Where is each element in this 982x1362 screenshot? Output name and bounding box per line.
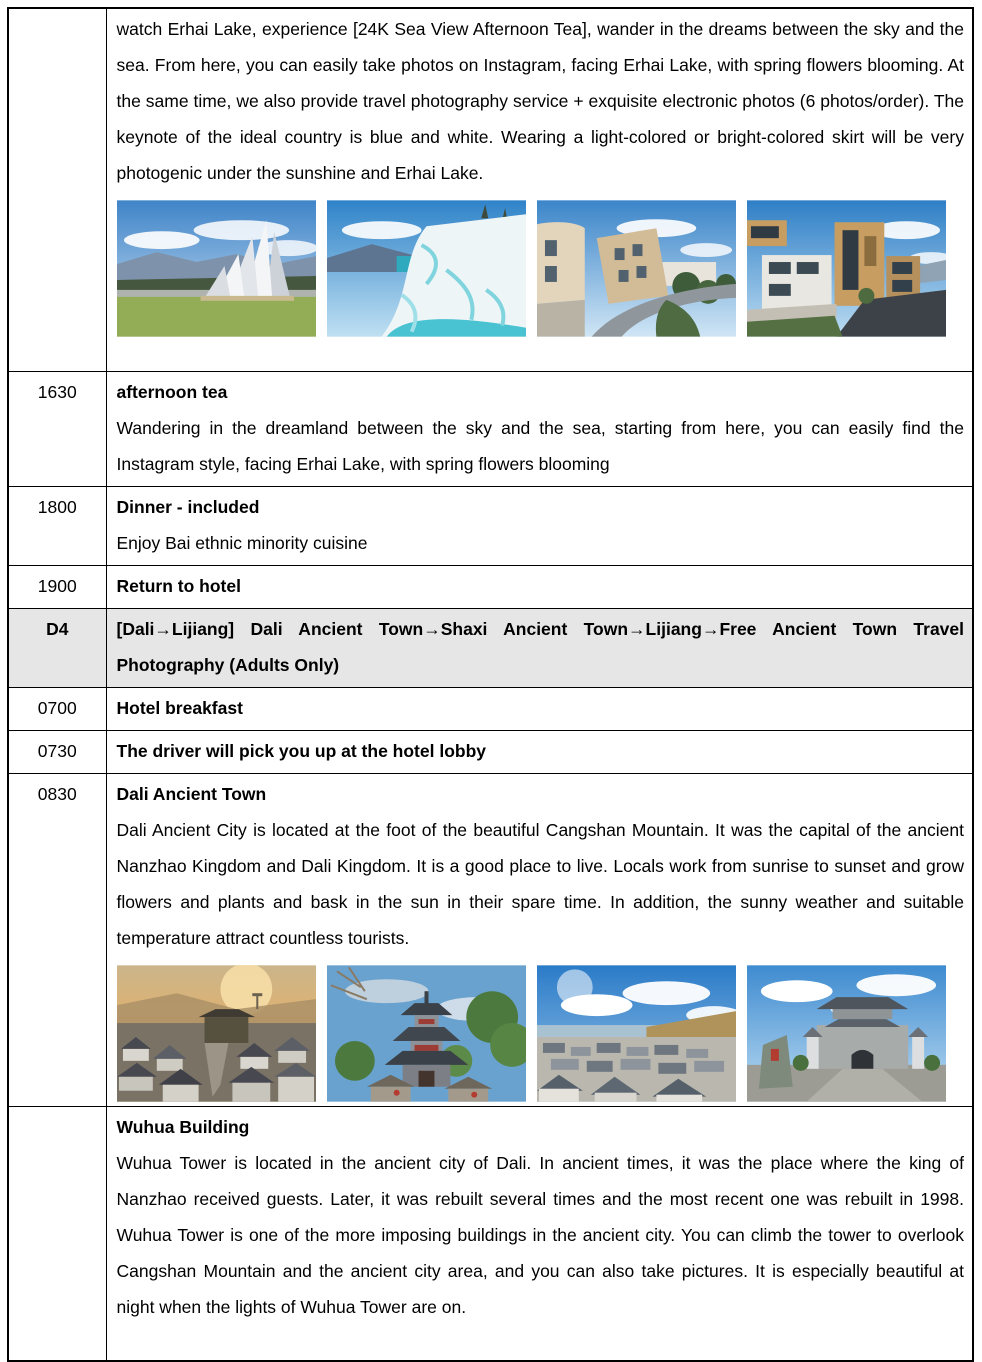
itinerary-table <box>7 7 974 1362</box>
time-cell: 0700 <box>8 687 106 730</box>
item-title: afternoon tea <box>116 381 228 402</box>
time-cell: 1900 <box>8 565 106 608</box>
photo-strip-erhai-resort <box>117 200 965 337</box>
time-cell: 0830 <box>8 773 106 1106</box>
photo-strip-dali-town <box>117 965 965 1102</box>
item-description: Wandering in the dreamland between the sky and the sea, starting from here, you can easily find the Instagram style, facing Erhai Lake, with spring flowers blooming <box>116 417 964 474</box>
time-cell: 0730 <box>8 730 106 773</box>
photo-dali-sunset-rooftops <box>117 965 316 1102</box>
itinerary-page <box>7 7 974 1362</box>
table-row-1900 <box>8 565 973 608</box>
photo-dali-pagoda <box>327 965 526 1102</box>
table-row-continuation <box>8 8 973 371</box>
itinerary-paragraph: Dali Ancient City is located at the foot of the beautiful Cangshan Mountain. It was the capital of the ancient Nanzhao Kingdom and Dali Kingdom. It is a good place to live. Locals work from sunrise to sunset and grow flowers and plants and bask in the sun in their spare time. In addition, the sunny weather and suitable temperature attract countless tourists. <box>116 819 964 948</box>
itinerary-paragraph: watch Erhai Lake, experience [24K Sea View Afternoon Tea], wander in the dreams between the sky and the sea. From here, you can easily take photos on Instagram, facing Erhai Lake, with spring flowers blooming. At the same time, we also provide travel photography service + exquisite electronic photos (6 photos/order). The keynote of the ideal country is blue and white. Wearing a light-colored or bright-colored skirt will be very photogenic under the sunshine and Erhai Lake. <box>116 19 964 183</box>
item-title: The driver will pick you up at the hotel lobby <box>116 740 486 761</box>
item-title: Wuhua Building <box>116 1116 250 1137</box>
item-description: Enjoy Bai ethnic minority cuisine <box>116 532 368 553</box>
photo-dali-city-gate <box>747 965 946 1102</box>
table-row-wuhua <box>8 1106 973 1361</box>
photo-curved-buildings <box>537 200 736 337</box>
photo-dali-panorama <box>537 965 736 1102</box>
photo-erhai-sculpture <box>117 200 316 337</box>
table-row-0700 <box>8 687 973 730</box>
item-title: Dali Ancient Town <box>116 783 267 804</box>
item-title: Hotel breakfast <box>116 697 243 718</box>
day-title: [Dali→Lijiang] Dali Ancient Town→Shaxi Ancient Town→Lijiang→Free Ancient Town Travel Photography (Adults Only) <box>116 618 964 675</box>
time-cell <box>8 8 106 371</box>
itinerary-paragraph: Wuhua Tower is located in the ancient city of Dali. In ancient times, it was the place where the king of Nanzhao received guests. Later, it was rebuilt several times and the most recent one was rebuilt in 1998. Wuhua Tower is one of the more imposing buildings in the ancient city. You can climb the tower to overlook Cangshan Mountain and the ancient city area, and you can also take pictures. It is especially beautiful at night when the lights of Wuhua Tower are on. <box>116 1152 964 1317</box>
table-row-0730 <box>8 730 973 773</box>
time-cell <box>8 1106 106 1361</box>
item-title: Return to hotel <box>116 575 241 596</box>
item-title: Dinner - included <box>116 496 260 517</box>
table-row-1800 <box>8 486 973 565</box>
time-cell: 1800 <box>8 486 106 565</box>
table-row-1630 <box>8 371 973 486</box>
photo-terraced-pools <box>327 200 526 337</box>
table-row-day4-header <box>8 608 973 687</box>
time-cell: 1630 <box>8 371 106 486</box>
photo-modern-resort-street <box>747 200 946 337</box>
day-label: D4 <box>8 608 106 687</box>
table-row-0830 <box>8 773 973 1106</box>
